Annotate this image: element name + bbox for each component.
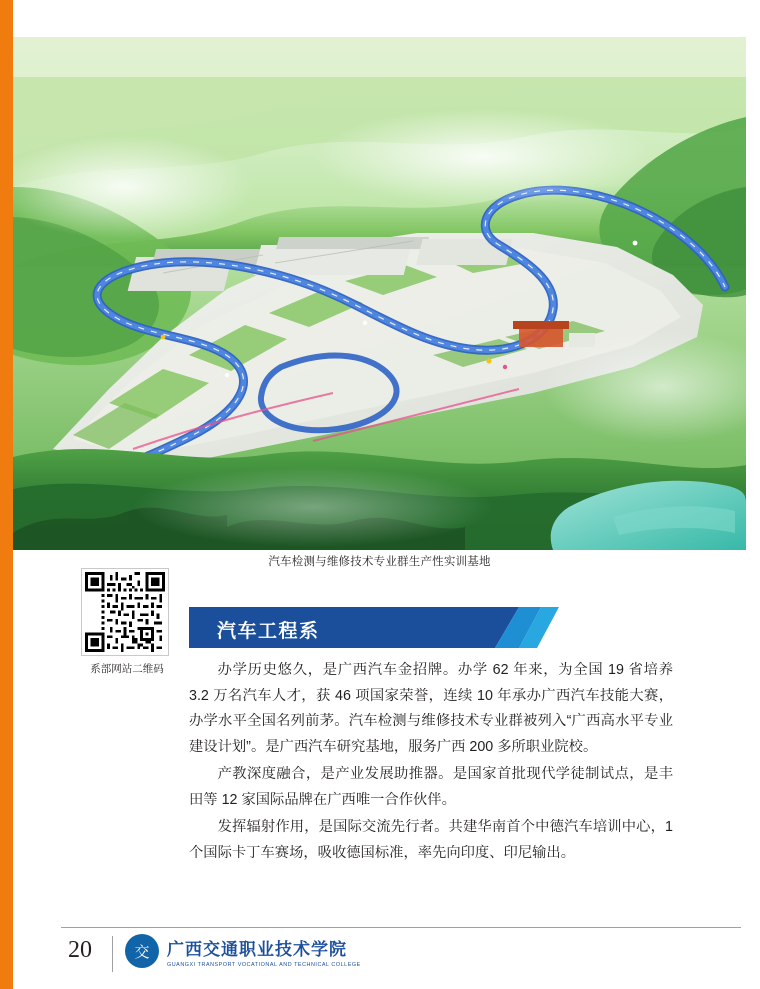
paragraph-2: 产教深度融合，是产业发展助推器。是国家首批现代学徒制试点，是丰田等 12 家国际品牌在广西唯一合作伙伴。: [189, 766, 673, 808]
institution-name-en: GUANGXI TRANSPORT VOCATIONAL AND TECHNICAL COLLEGE: [167, 961, 361, 968]
page-number: 20: [68, 937, 92, 963]
institution-names: [167, 935, 361, 968]
document-page: [13, 0, 760, 989]
hero-image: [13, 37, 746, 550]
college-emblem-icon: [125, 934, 159, 968]
page-spine-accent: [0, 0, 13, 989]
qr-code-block: [81, 568, 176, 676]
paragraph-1: 办学历史悠久，是广西汽车金招牌。办学 62 年来，为全国 19 省培养 3.2 万名汽车人才，获 46 项国家荣誉，连续 10 年承办广西汽车技能大赛，办学水平全国名列前茅。汽车检测与维修技术专业群被列入“广西高水平专业建设计划”。是广西汽车研究基地，服务广西 200 多所职业院校。: [189, 662, 673, 755]
footer-divider-rule: [61, 927, 741, 928]
institution-logo: [125, 934, 361, 968]
qr-code-image: [81, 568, 169, 656]
body-copy: [189, 658, 673, 868]
paragraph-3: 发挥辐射作用，是国际交流先行者。共建华南首个中德汽车培训中心，1 个国际卡丁车赛场，吸收德国标准，率先向印度、印尼输出。: [189, 819, 673, 861]
institution-name-cn: 广西交通职业技术学院: [167, 939, 347, 959]
college-emblem-glyph: 交: [134, 944, 150, 961]
section-title: 汽车工程系: [217, 621, 320, 642]
footer-vertical-rule: [112, 936, 113, 972]
qr-code-label: 系部网站二维码: [90, 663, 164, 675]
figure-caption: 汽车检测与维修技术专业群生产性实训基地: [268, 556, 491, 568]
section-title-banner: [189, 607, 559, 648]
